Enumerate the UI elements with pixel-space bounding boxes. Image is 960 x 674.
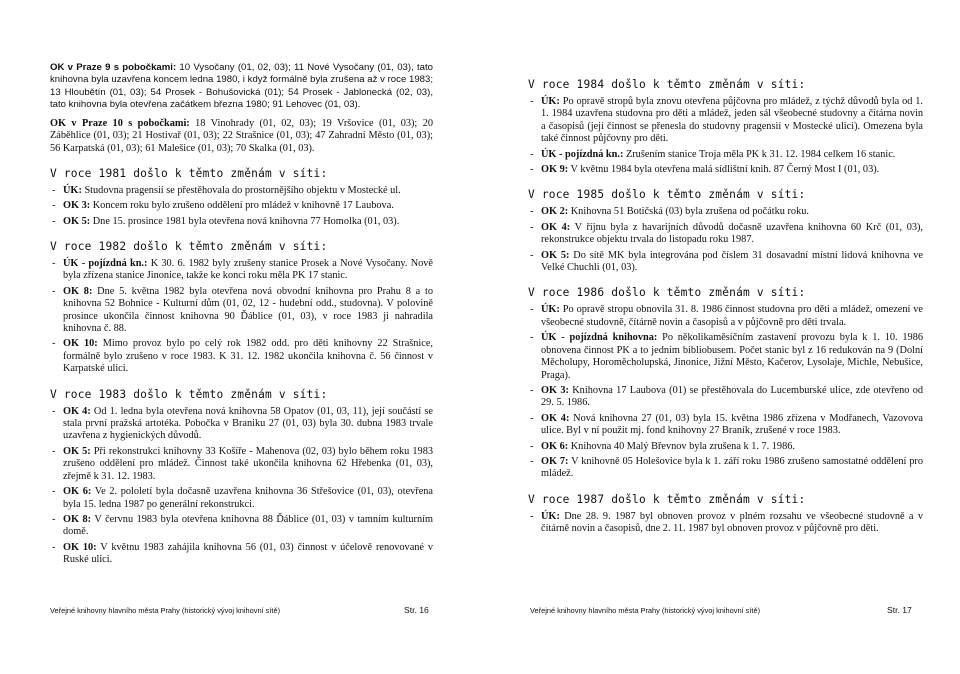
section-list-1983 xyxy=(50,406,433,567)
list-item: - OK 10: V květnu 1983 zahájila knihovna 56 (01, 03) činnost v účelově renovované v Ruské ulici. xyxy=(50,542,433,567)
section-list-1985 xyxy=(528,206,923,274)
page-number-left: Str. 16 xyxy=(404,605,429,615)
list-item: - ÚK - pojízdná kn.: Zrušením stanice Troja měla PK k 31. 12. 1984 celkem 16 stanic. xyxy=(528,149,923,161)
section-heading-1985: V roce 1985 došlo k těmto změnám v síti: xyxy=(528,188,806,202)
list-item: - OK 8: V červnu 1983 byla otevřena knihovna 88 Ďáblice (01, 03) v tamním kulturním domě. xyxy=(50,514,433,539)
page-left-content xyxy=(50,62,433,570)
list-item: - ÚK: Po opravě stropu obnovila 31. 8. 1986 činnost studovna pro děti a mládež, omezení ve všeobecné studovně, čítárně novin a časopisů a v půjčovně pro děti trvala. xyxy=(528,304,923,329)
section-heading-1986: V roce 1986 došlo k těmto změnám v síti: xyxy=(528,286,806,300)
list-item: - OK 2: Knihovna 51 Botičská (03) byla zrušena od počátku roku. xyxy=(528,206,923,218)
list-item: - ÚK - pojízdná kn.: K 30. 6. 1982 byly zrušeny stanice Prosek a Nové Vysočany. Nově byla zřízena stanice Jinonice, takže ke konci roku měla PK 17 stanic. xyxy=(50,258,433,283)
page-footer-right: Veřejné knihovny hlavního města Prahy (historický vývoj knihovní sítě) xyxy=(530,606,761,615)
list-item: - ÚK - pojízdná knihovna: Po několikaměsíčním zastavení provozu byla k 1. 10. 1986 obnovena činnost PK a to jedním bibliobusem. Počet stanic byl z 16 redukován na 9 (Dolní Měcholupy, Horoměcholupská, Jinonice, Jižní Město, Kačerov, Lysolaje, Michle, Nebušice, Praga). xyxy=(528,332,923,382)
list-item: - OK 4: Nová knihovna 27 (01, 03) byla 15. května 1986 zřízena v Modřanech, Vazovova ulice. Byl v ní použit mj. fond knihovny 27 Braník, zrušené v roce 1983. xyxy=(528,413,923,438)
list-item: - OK 4: Od 1. ledna byla otevřena nová knihovna 58 Opatov (01, 03, 11), její součástí se stala první pražská artotéka. Pobočka v Braniku 27 (01, 03) byla 30. dubna 1983 trvale uzavřena z hygienických důvodů. xyxy=(50,406,433,443)
list-item: - OK 4: V říjnu byla z havarijních důvodů dočasně uzavřena knihovna 60 Krč (01, 03), rekonstrukce objektu trvala do listopadu roku 1987. xyxy=(528,222,923,247)
section-heading-1983: V roce 1983 došlo k těmto změnám v síti: xyxy=(50,387,328,401)
list-item: - ÚK: Studovna pragensií se přestěhovala do prostornějšího objektu v Mostecké ul. xyxy=(50,185,433,197)
list-item: - OK 8: Dne 5. května 1982 byla otevřena nová obvodní knihovna pro Prahu 8 a to knihovna 52 Bohnice - Kulturní dům (01, 02, 12 - hudební odd., studovna). V polovině prosince ukončila činnost knihovna 90 Ďáblice (01, 03), v roce 1983 ji nahradila knihovna č. 88. xyxy=(50,286,433,336)
list-item: - OK 5: Dne 15. prosince 1981 byla otevřena nová knihovna 77 Homolka (01, 03). xyxy=(50,216,433,228)
section-list-1984 xyxy=(528,96,923,176)
list-item: - ÚK: Dne 28. 9. 1987 byl obnoven provoz v plném rozsahu ve všeobecné studovně a v čítárně novin a časopisů, dne 2. 11. 1987 byl obnoven provoz v půjčovně pro děti. xyxy=(528,511,923,536)
list-item: - OK 5: Při rekonstrukci knihovny 33 Košíře - Mahenova (02, 03) bylo během roku 1983 zrušeno oddělení pro mládež. Činnost také ukončila knihovna 62 Hřebenka (01, 03), zřejmě k 31. 12. 1983. xyxy=(50,446,433,483)
section-heading-1987: V roce 1987 došlo k těmto změnám v síti: xyxy=(528,492,806,506)
page-footer-left: Veřejné knihovny hlavního města Prahy (historický vývoj knihovní sítě) xyxy=(50,606,281,615)
section-list-1982 xyxy=(50,258,433,376)
section-list-1986 xyxy=(528,304,923,480)
paragraph-ok9: OK v Praze 9 s pobočkami: 10 Vysočany (01, 02, 03); 11 Nové Vysočany (01, 03), tato knihovna byla uzavřena koncem ledna 1980, i když formálně byla zrušena až v roce 1983; 13 Hloubětín (01, 03); 54 Prosek - Bohušovická (01); 54 Prosek - Jablonecká (02, 03), tato knihovna byla otevřena začátkem března 1980; 91 Lehovec (01, 03). xyxy=(50,62,433,110)
list-item: - OK 3: Koncem roku bylo zrušeno oddělení pro mládež v knihovně 17 Laubova. xyxy=(50,200,433,212)
page-right-content xyxy=(528,62,923,539)
paragraph-ok10: OK v Praze 10 s pobočkami: 18 Vinohrady (01, 02, 03); 19 Vršovice (01, 03); 20 Záběhlice (01, 03); 21 Hostivař (01, 03); 22 Strašnice (01, 03); 47 Zahradní Město (01, 03); 56 Karpatská (01, 03); 61 Malešice (01, 03); 70 Skalka (01, 03). xyxy=(50,118,433,154)
section-heading-1982: V roce 1982 došlo k těmto změnám v síti: xyxy=(50,240,328,254)
section-list-1987 xyxy=(528,511,923,536)
list-item: - OK 5: Do sítě MK byla integrována pod číslem 31 dosavadní místní lidová knihovna ve Velké Chuchli (01, 03). xyxy=(528,250,923,275)
list-item: - OK 6: Knihovna 40 Malý Břevnov byla zrušena k 1. 7. 1986. xyxy=(528,441,923,453)
section-list-1981 xyxy=(50,185,433,228)
list-item: - OK 3: Knihovna 17 Laubova (01) se přestěhovala do Lucemburské ulice, zde otevřeno od 29. 5. 1986. xyxy=(528,385,923,410)
list-item: - OK 9: V květnu 1984 byla otevřena malá sídlištní knih. 87 Černý Most I (01, 03). xyxy=(528,164,923,176)
list-item: - OK 6: Ve 2. pololetí byla dočasně uzavřena knihovna 36 Střešovice (01, 03), otevřena byla 15. ledna 1987 po generální rekonstrukci. xyxy=(50,486,433,511)
page-right xyxy=(480,0,960,674)
list-item: - ÚK: Po opravě stropů byla znovu otevřena půjčovna pro mládež, z týchž důvodů byla od 1. 1. 1984 uzavřena studovna pro děti a mládež, jeden sál všeobecné studovny a čítárna novin a časopisů (její činnost se přenesla do studovny pragensií v Mostecké ulici). Omezena byla také činnost půjčovny pro děti. xyxy=(528,96,923,146)
list-item: - OK 7: V knihovně 05 Holešovice byla k 1. září roku 1986 zrušeno samostatné oddělení pro mládež. xyxy=(528,456,923,481)
section-heading-1981: V roce 1981 došlo k těmto změnám v síti: xyxy=(50,166,328,180)
page-number-right: Str. 17 xyxy=(887,605,912,615)
section-heading-1984: V roce 1984 došlo k těmto změnám v síti: xyxy=(528,78,806,91)
list-item: - OK 10: Mimo provoz bylo po celý rok 1982 odd. pro děti knihovny 22 Strašnice, formálně bylo zrušeno v roce 1983. K 31. 12. 1982 ukončila knihovna č. 56 činnost v Karpatské ulici. xyxy=(50,338,433,375)
